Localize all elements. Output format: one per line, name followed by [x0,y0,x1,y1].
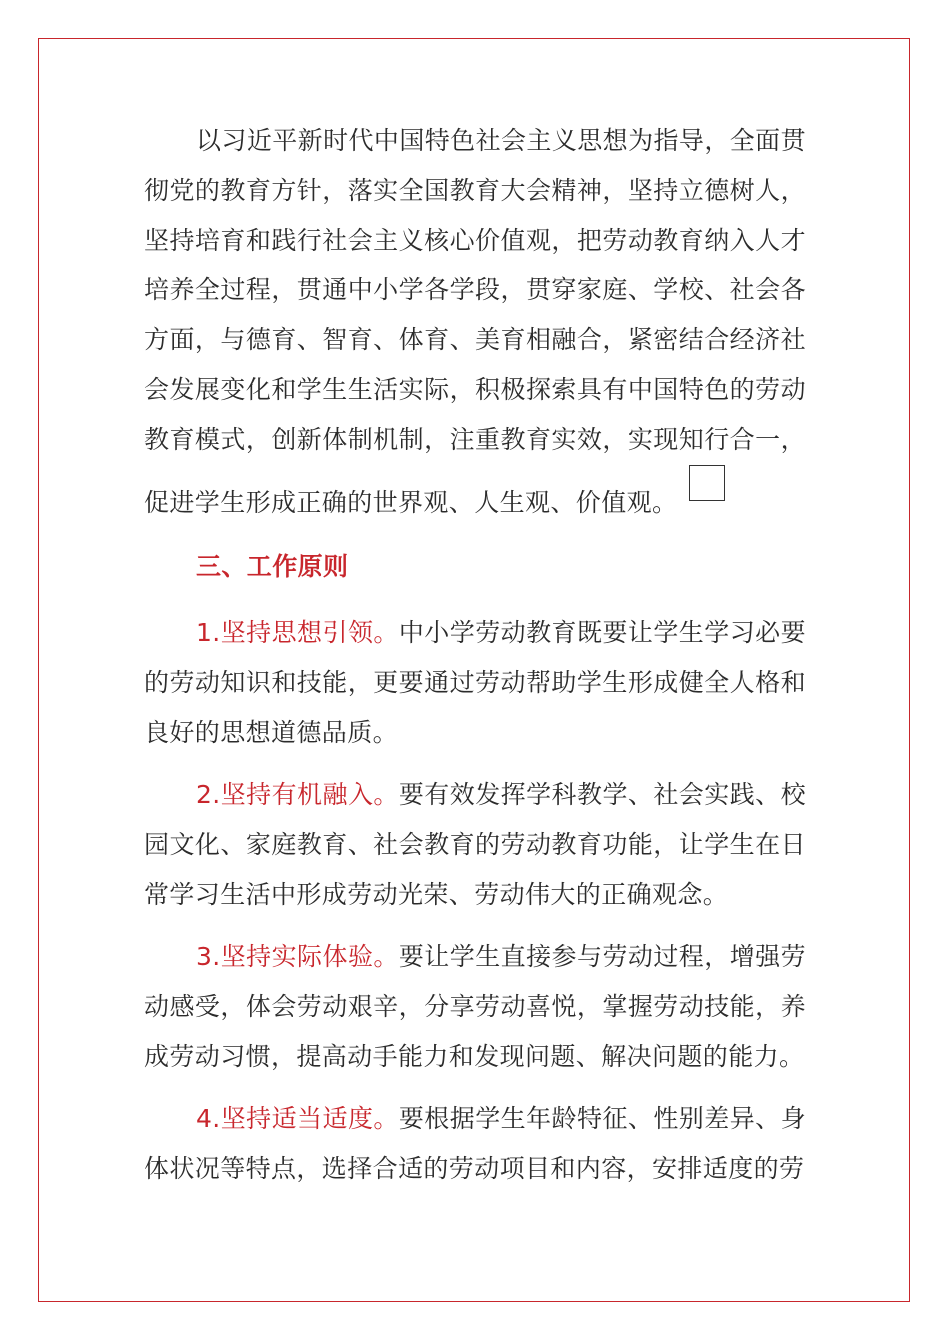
principle-paragraph-1 [144,608,806,758]
section-heading: 三、工作原则 [196,552,349,582]
principle-paragraph-2 [144,770,806,920]
principle-lead-2: 2.坚持有机融入。 [196,780,399,810]
inserted-box-mark [689,465,725,501]
principle-text-2: 要有效发挥学科教学、社会实践、校园文化、家庭教育、社会教育的劳动教育功能，让学生在日常学习生活中形成劳动光荣、劳动伟大的正确观念。 [144,780,807,910]
document-body [144,116,806,1206]
principle-lead-4: 4.坚持适当适度。 [196,1104,399,1134]
principle-text-4: 要根据学生年龄特征、性别差异、身体状况等特点，选择合适的劳动项目和内容，安排适度的劳 [144,1104,807,1184]
principle-paragraph-4 [144,1094,806,1194]
principle-paragraph-3 [144,932,806,1082]
principle-text-1: 中小学劳动教育既要让学生学习必要的劳动知识和技能，更要通过劳动帮助学生形成健全人格和良好的思想道德品质。 [144,618,807,748]
principle-text-3: 要让学生直接参与劳动过程，增强劳动感受，体会劳动艰辛，分享劳动喜悦，掌握劳动技能，养成劳动习惯，提高动手能力和发现问题、解决问题的能力。 [144,942,807,1072]
principle-lead-3: 3.坚持实际体验。 [196,942,399,972]
principle-lead-1: 1.坚持思想引领。 [196,618,399,648]
intro-paragraph-text: 以习近平新时代中国特色社会主义思想为指导，全面贯彻党的教育方针，落实全国教育大会精神，坚持立德树人，坚持培育和践行社会主义核心价值观，把劳动教育纳入人才培养全过程，贯通中小学各学段，贯穿家庭、学校、社会各方面，与德育、智育、体育、美育相融合，紧密结合经济社会发展变化和学生生活实际，积极探索具有中国特色的劳动教育模式，创新体制机制，注重教育实效，实现知行合一，促进学生形成正确的世界观、人生观、价值观。 [144,126,806,517]
intro-paragraph [144,116,806,527]
